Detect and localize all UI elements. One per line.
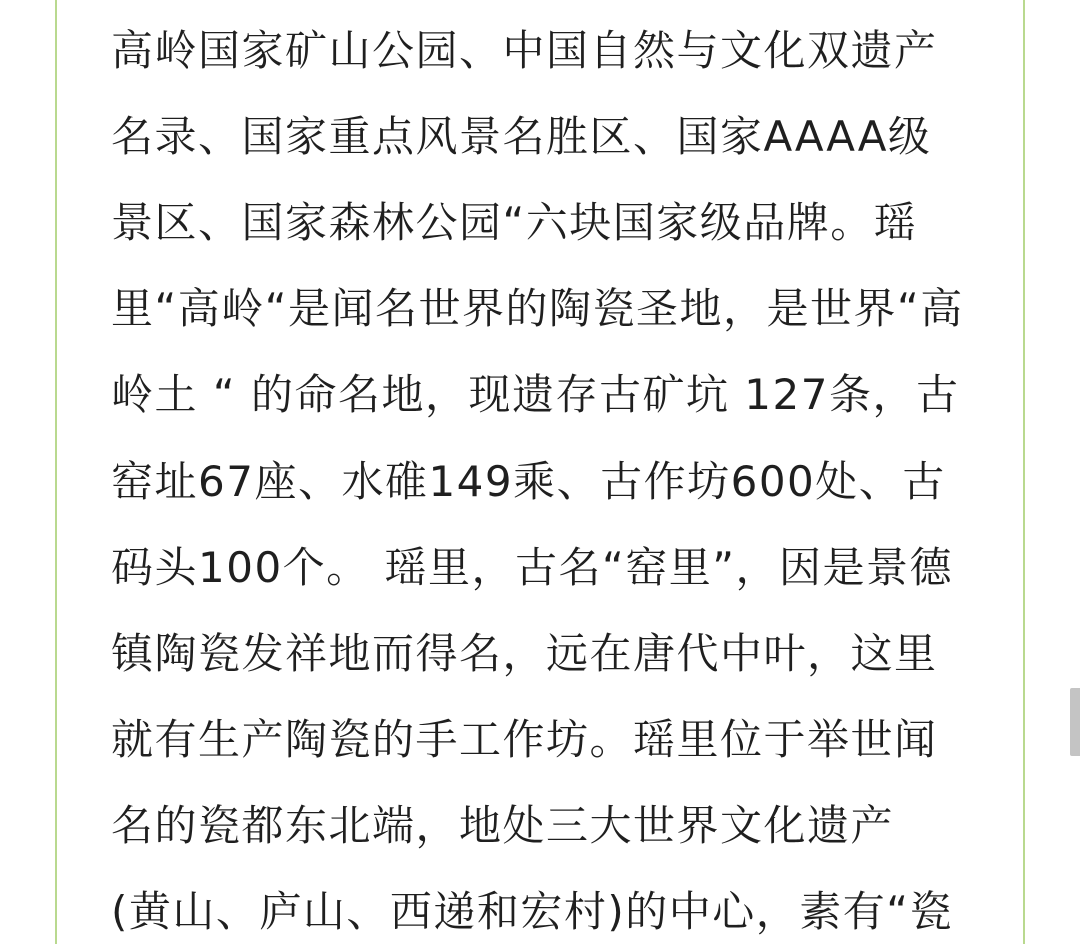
right-border-line	[1023, 0, 1025, 944]
article-line: 窑址67座、水碓149乘、古作坊600处、古	[111, 457, 946, 506]
article-line: 高岭国家矿山公园、中国自然与文化双遗产	[111, 26, 938, 75]
article-line: 名的瓷都东北端，地处三大世界文化遗产	[111, 801, 895, 850]
article-line: 岭土 “ 的命名地，现遗存古矿坑 127条，古	[111, 370, 960, 419]
article-line: (黄山、庐山、西递和宏村)的中心，素有“瓷	[111, 887, 954, 936]
article-line: 名录、国家重点风景名胜区、国家AAAA级	[111, 112, 932, 161]
article-line: 镇陶瓷发祥地而得名，远在唐代中叶，这里	[111, 629, 938, 678]
article-line: 码头100个。 瑶里，古名“窑里”，因是景德	[111, 543, 954, 592]
article-line: 就有生产陶瓷的手工作坊。瑶里位于举世闻	[111, 715, 938, 764]
article-line: 里“高岭“是闻名世界的陶瓷圣地，是世界“高	[111, 284, 964, 333]
left-border-line	[55, 0, 57, 944]
article-line: 景区、国家森林公园“六块国家级品牌。瑶	[111, 198, 918, 247]
scrollbar-thumb[interactable]	[1070, 688, 1080, 756]
